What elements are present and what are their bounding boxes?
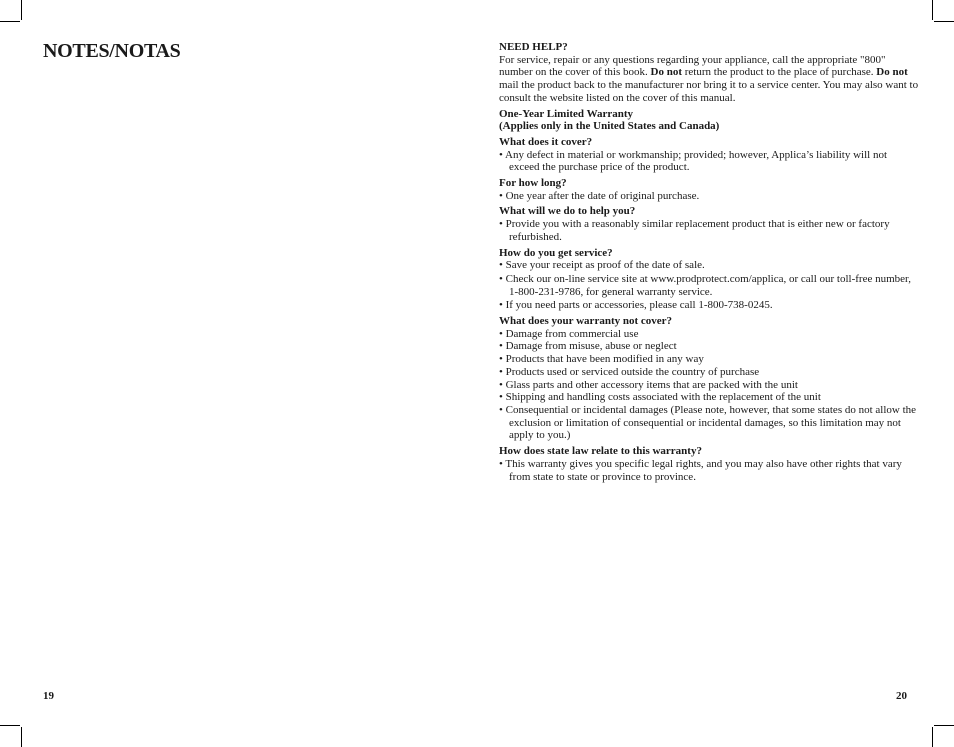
crop-mark-top-left: [21, 0, 22, 20]
warranty-column: [499, 41, 919, 483]
crop-mark-bottom-left-horizontal: [0, 725, 20, 726]
crop-mark-top-left-horizontal: [0, 21, 20, 22]
list-item: • Products that have been modified in any way: [499, 353, 919, 366]
get-service-heading: How do you get service?: [499, 246, 613, 259]
notes-title: NOTES/NOTAS: [43, 40, 181, 62]
list-item: • Damage from commercial use: [499, 328, 919, 341]
list-item: • Consequential or incidental damages (Please note, however, that some states do not allow the exclusion or limitation of consequential or incidental damages, so this limitation may not apply to you.): [499, 404, 919, 442]
need-help-bold-1: Do not: [650, 66, 683, 79]
need-help-bold-2: Do not: [876, 66, 908, 79]
help-you-heading: What will we do to help you?: [499, 205, 636, 218]
need-help-text-2: return the product to the place of purchase.: [682, 66, 877, 79]
how-long-list: [499, 190, 919, 203]
list-item: • Products used or serviced outside the country of purchase: [499, 366, 919, 379]
help-you-list: [499, 218, 919, 243]
how-long-heading: For how long?: [499, 177, 567, 190]
need-help-heading: NEED HELP?: [499, 41, 568, 53]
list-item: • If you need parts or accessories, please call 1-800-738-0245.: [499, 299, 919, 312]
crop-mark-bottom-right-horizontal: [934, 725, 954, 726]
page-number-right: 20: [896, 690, 907, 702]
crop-mark-top-right: [932, 0, 933, 20]
warranty-subtitle: (Applies only in the United States and Canada): [499, 120, 720, 133]
list-item: • Check our on-line service site at www.prodprotect.com/applica, or call our toll-free number, 1-800-231-9786, for general warranty service.: [499, 273, 919, 298]
crop-mark-top-right-horizontal: [934, 21, 954, 22]
list-item: • Shipping and handling costs associated with the replacement of the unit: [499, 391, 919, 404]
get-service-list: [499, 259, 919, 312]
state-law-list: [499, 458, 919, 483]
list-item: • Provide you with a reasonably similar replacement product that is either new or factory refurbished.: [499, 218, 919, 243]
need-help-text-1: For service, repair or any questions regarding your appliance, call the appropriate "800" number on the cover of this book.: [499, 53, 886, 79]
list-item: • Damage from misuse, abuse or neglect: [499, 340, 919, 353]
list-item: • This warranty gives you specific legal rights, and you may also have other rights that vary from state to state or province to province.: [499, 458, 919, 483]
warranty-title: One-Year Limited Warranty: [499, 107, 634, 120]
not-cover-list: [499, 328, 919, 442]
need-help-text-3: mail the product back to the manufacturer nor bring it to a service center. You may also want to consult the website listed on the cover of this manual.: [499, 79, 919, 104]
what-covers-heading: What does it cover?: [499, 135, 593, 148]
list-item: • Glass parts and other accessory items that are packed with the unit: [499, 379, 919, 392]
page-number-left: 19: [43, 690, 54, 702]
crop-mark-bottom-left: [21, 727, 22, 747]
state-law-heading: How does state law relate to this warranty?: [499, 445, 702, 458]
list-item: • Save your receipt as proof of the date of sale.: [499, 259, 919, 272]
need-help-paragraph: [499, 54, 919, 105]
crop-mark-bottom-right: [932, 727, 933, 747]
list-item: • Any defect in material or workmanship; provided; however, Applica’s liability will not exceed the purchase price of the product.: [499, 149, 919, 174]
what-covers-list: [499, 149, 919, 174]
not-cover-heading: What does your warranty not cover?: [499, 315, 673, 328]
list-item: • One year after the date of original purchase.: [499, 190, 919, 203]
